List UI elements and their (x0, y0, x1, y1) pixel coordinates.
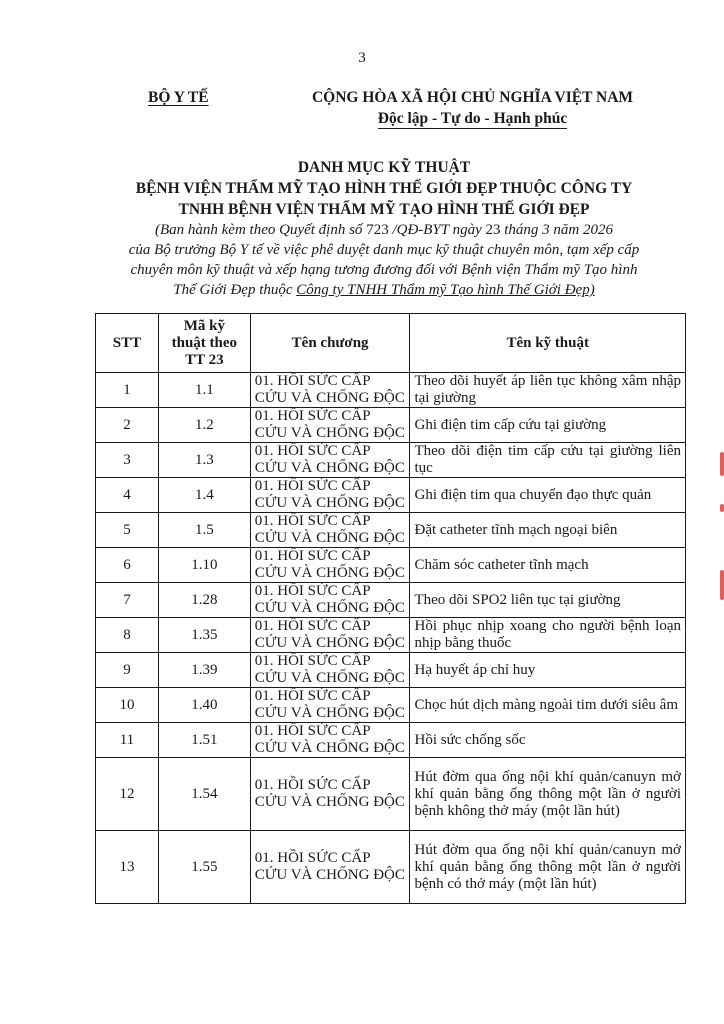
issuance-text-c: tháng 3 năm 2026 (500, 222, 613, 238)
cell-chapter: 01. HỒI SỨC CẤP CỨU VÀ CHỐNG ĐỘC (250, 758, 410, 831)
table-row (96, 373, 686, 408)
cell-technique: Chọc hút dịch màng ngoài tim dưới siêu âm (410, 688, 686, 723)
cell-stt: 6 (96, 548, 159, 583)
document-subtitle-line-1: BỆNH VIỆN THẨM MỸ TẠO HÌNH THẾ GIỚI ĐẸP THUỘC CÔNG TY (135, 180, 633, 197)
cell-code: 1.51 (158, 723, 250, 758)
cell-code: 1.5 (158, 513, 250, 548)
table-row (96, 653, 686, 688)
cell-stt: 5 (96, 513, 159, 548)
issuance-line-1 (0, 222, 724, 239)
cell-code: 1.39 (158, 653, 250, 688)
cell-code: 1.4 (158, 478, 250, 513)
issuance-text-a: (Ban hành kèm theo Quyết định số (154, 222, 367, 238)
cell-stt: 1 (96, 373, 159, 408)
table-row (96, 583, 686, 618)
header-technique: Tên kỹ thuật (410, 314, 686, 373)
issuance-line-3: chuyên môn kỹ thuật và xếp hạng tương đương đối với Bệnh viện Thẩm mỹ Tạo hình (130, 262, 638, 278)
header-chapter: Tên chương (250, 314, 410, 373)
cell-code: 1.3 (158, 443, 250, 478)
cell-technique: Hồi sức chống sốc (410, 723, 686, 758)
stamp-mark (720, 570, 724, 600)
cell-stt: 7 (96, 583, 159, 618)
stamp-mark (720, 504, 724, 512)
cell-technique: Theo dõi huyết áp liên tục không xâm nhập tại giường (410, 373, 686, 408)
cell-chapter: 01. HỒI SỨC CẤP CỨU VÀ CHỐNG ĐỘC (250, 723, 410, 758)
table-row (96, 513, 686, 548)
cell-code: 1.40 (158, 688, 250, 723)
cell-chapter: 01. HỒI SỨC CẤP CỨU VÀ CHỐNG ĐỘC (250, 513, 410, 548)
table-row (96, 443, 686, 478)
cell-stt: 2 (96, 408, 159, 443)
cell-chapter: 01. HỒI SỨC CẤP CỨU VÀ CHỐNG ĐỘC (250, 653, 410, 688)
cell-stt: 10 (96, 688, 159, 723)
table-row (96, 758, 686, 831)
ministry-name-text: BỘ Y TẾ (148, 89, 209, 106)
cell-technique: Hút đờm qua ống nội khí quản/canuyn mở khí quản bằng ống thông một lần ở người bệnh không thở máy (một lần hút) (410, 758, 686, 831)
red-stamp-edge (719, 452, 724, 602)
technique-table (95, 313, 686, 904)
document-title: DANH MỤC KỸ THUẬT (297, 159, 471, 176)
header-code (158, 314, 250, 373)
cell-chapter: 01. HỒI SỨC CẤP CỨU VÀ CHỐNG ĐỘC (250, 373, 410, 408)
table-row (96, 478, 686, 513)
cell-code: 1.2 (158, 408, 250, 443)
stamp-mark (720, 452, 724, 476)
header-code-line-1: Mã kỹ (183, 317, 225, 334)
cell-chapter: 01. HỒI SỨC CẤP CỨU VÀ CHỐNG ĐỘC (250, 443, 410, 478)
national-motto-text: Độc lập - Tự do - Hạnh phúc (377, 110, 568, 127)
republic-name: CỘNG HÒA XÃ HỘI CHỦ NGHĨA VIỆT NAM (311, 89, 634, 106)
table-row (96, 723, 686, 758)
cell-code: 1.28 (158, 583, 250, 618)
cell-technique: Đặt catheter tĩnh mạch ngoại biên (410, 513, 686, 548)
cell-chapter: 01. HỒI SỨC CẤP CỨU VÀ CHỐNG ĐỘC (250, 583, 410, 618)
issuance-day: 23 (485, 222, 501, 238)
cell-code: 1.54 (158, 758, 250, 831)
cell-code: 1.35 (158, 618, 250, 653)
issuance-line-2: của Bộ trưởng Bộ Y tế về việc phê duyệt danh mục kỹ thuật chuyên môn, tạm xếp cấp (128, 242, 640, 258)
cell-technique: Ghi điện tim cấp cứu tại giường (410, 408, 686, 443)
cell-technique: Chăm sóc catheter tĩnh mạch (410, 548, 686, 583)
cell-technique: Hút đờm qua ống nội khí quản/canuyn mở khí quản bằng ống thông một lần ở người bệnh có thở máy (một lần hút) (410, 831, 686, 904)
decision-number: 723 (366, 222, 389, 238)
cell-technique: Theo dõi điện tim cấp cứu tại giường liên tục (410, 443, 686, 478)
cell-stt: 12 (96, 758, 159, 831)
cell-technique: Ghi điện tim qua chuyển đạo thực quản (410, 478, 686, 513)
issuance-line-4 (0, 282, 724, 299)
table-row (96, 408, 686, 443)
cell-code: 1.10 (158, 548, 250, 583)
cell-code: 1.1 (158, 373, 250, 408)
cell-technique: Theo dõi SPO2 liên tục tại giường (410, 583, 686, 618)
cell-chapter: 01. HỒI SỨC CẤP CỨU VÀ CHỐNG ĐỘC (250, 618, 410, 653)
cell-stt: 9 (96, 653, 159, 688)
cell-chapter: 01. HỒI SỨC CẤP CỨU VÀ CHỐNG ĐỘC (250, 548, 410, 583)
header-stt: STT (96, 314, 159, 373)
document-subtitle-line-2: TNHH BỆNH VIỆN THẨM MỸ TẠO HÌNH THẾ GIỚI ĐẸP (178, 201, 590, 218)
cell-technique: Hồi phục nhịp xoang cho người bệnh loạn nhịp bằng thuốc (410, 618, 686, 653)
table-row (96, 688, 686, 723)
ministry-name (148, 89, 209, 107)
cell-stt: 13 (96, 831, 159, 904)
table-row (96, 548, 686, 583)
cell-chapter: 01. HỒI SỨC CẤP CỨU VÀ CHỐNG ĐỘC (250, 831, 410, 904)
cell-chapter: 01. HỒI SỨC CẤP CỨU VÀ CHỐNG ĐỘC (250, 408, 410, 443)
header-code-line-3: TT 23 (185, 351, 224, 368)
cell-stt: 11 (96, 723, 159, 758)
table-row (96, 618, 686, 653)
issuance-text-d: Thế Giới Đẹp thuộc (173, 282, 297, 298)
header-code-line-2: thuật theo (171, 334, 238, 351)
cell-code: 1.55 (158, 831, 250, 904)
cell-stt: 4 (96, 478, 159, 513)
issuance-text-b: /QĐ-BYT ngày (388, 222, 486, 238)
cell-stt: 8 (96, 618, 159, 653)
cell-stt: 3 (96, 443, 159, 478)
cell-technique: Hạ huyết áp chỉ huy (410, 653, 686, 688)
cell-chapter: 01. HỒI SỨC CẤP CỨU VÀ CHỐNG ĐỘC (250, 688, 410, 723)
national-motto (280, 110, 665, 128)
page-number: 3 (358, 50, 366, 66)
company-name: Công ty TNHH Thẩm mỹ Tạo hình Thế Giới Đẹp) (296, 282, 595, 298)
table-row (96, 831, 686, 904)
table-header-row (96, 314, 686, 373)
cell-chapter: 01. HỒI SỨC CẤP CỨU VÀ CHỐNG ĐỘC (250, 478, 410, 513)
